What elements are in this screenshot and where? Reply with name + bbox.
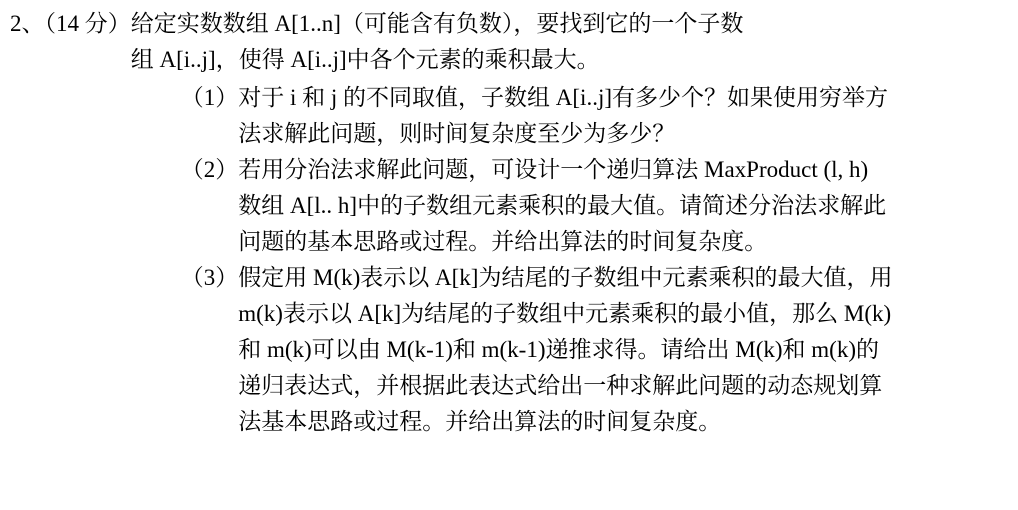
- subquestion-1: [181, 80, 1000, 152]
- question-stem: [131, 6, 1000, 440]
- subquestion-2-label: （2）: [180, 157, 239, 182]
- question-number: 2、（14 分）: [10, 11, 131, 36]
- subquestion-2-text: [238, 152, 1000, 260]
- subquestion-2-line-1: 若用分治法求解此问题，可设计一个递归算法 MaxProduct (l, h): [238, 157, 869, 182]
- subquestion-3-text: [238, 260, 1000, 440]
- subquestion-1-line-2: 法求解此问题，则时间复杂度至少为多少？: [238, 121, 676, 146]
- question-stem-line-1: 给定实数数组 A[1..n]（可能含有负数），要找到它的一个子数: [130, 11, 744, 36]
- question-2: [10, 6, 1000, 440]
- subquestion-3-line-3: 和 m(k)可以由 M(k-1)和 m(k-1)递推求得。请给出 M(k)和 m(k)的: [238, 337, 879, 362]
- subquestion-3-label: （3）: [180, 265, 239, 290]
- subquestion-2-line-2: 数组 A[l.. h]中的子数组元素乘积的最大值。请简述分治法求解此: [238, 193, 887, 218]
- subquestion-3-line-4: 递归表达式，并根据此表达式给出一种求解此问题的动态规划算: [238, 373, 883, 398]
- subquestion-1-label: （1）: [180, 85, 239, 110]
- subquestion-2-line-3: 问题的基本思路或过程。并给出算法的时间复杂度。: [238, 229, 768, 254]
- subquestion-1-text: [238, 80, 1000, 152]
- subquestion-1-line-1: 对于 i 和 j 的不同取值，子数组 A[i..j]有多少个？如果使用穷举方: [238, 85, 888, 110]
- question-stem-line-2: 组 A[i..j]，使得 A[i..j]中各个元素的乘积最大。: [130, 47, 600, 72]
- subquestion-3-line-2: m(k)表示以 A[k]为结尾的子数组中元素乘积的最小值，那么 M(k): [238, 301, 892, 326]
- subquestion-3: [181, 260, 1000, 440]
- subquestion-2: [181, 152, 1000, 260]
- subquestion-3-line-1: 假定用 M(k)表示以 A[k]为结尾的子数组中元素乘积的最大值，用: [238, 265, 893, 290]
- subquestion-3-line-5: 法基本思路或过程。并给出算法的时间复杂度。: [238, 409, 722, 434]
- subquestion-list: [131, 80, 1000, 440]
